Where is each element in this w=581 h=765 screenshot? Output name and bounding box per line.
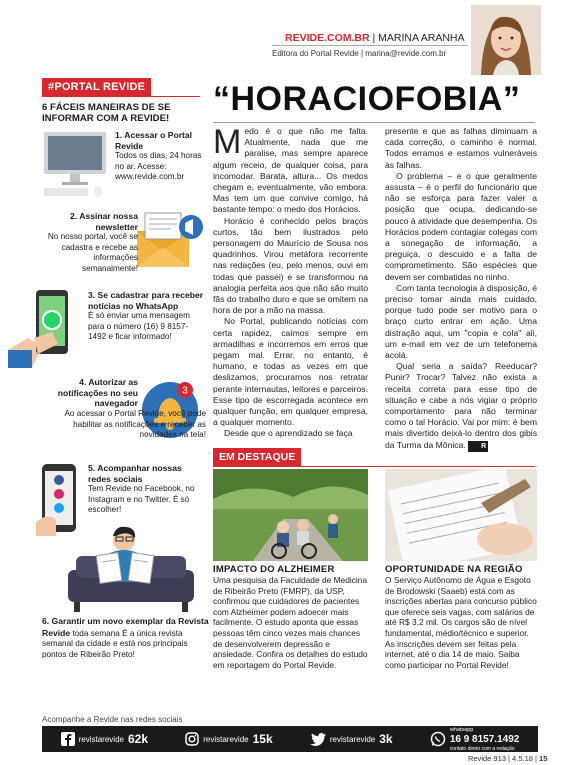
twitter-count: 3k bbox=[379, 732, 393, 746]
header-site-author: REVIDE.COM.BR | MARINA ARANHA bbox=[285, 32, 465, 44]
news-body: Uma pesquisa da Faculdade de Medicina de Ribeirão Preto (FMRP), da USP, confirmou que cuidadores de pacientes com Alzheimer podem adoecer mais facilmente. O estudo aponta que essas pessoas têm cinco vezes mais chances de desenvolverem depressão e ansiedade. Confira os detalhes do estudo em reportagem do Portal Revide. bbox=[213, 575, 368, 670]
twitter-icon bbox=[310, 733, 326, 746]
page-number: 15 bbox=[539, 754, 548, 763]
step-1-text: Todos os dias, 24 horas no ar. Acesse: www.revide.com.br bbox=[115, 151, 202, 181]
step-5-heading: 5. Acompanhar nossas redes sociais bbox=[88, 463, 182, 484]
em-destaque-tag: EM DESTAQUE bbox=[213, 448, 301, 466]
step-5 bbox=[88, 463, 206, 516]
social-bar bbox=[42, 726, 538, 752]
step-4-heading: 4. Autorizar as notificações no seu navegador bbox=[57, 377, 138, 408]
step-1 bbox=[115, 130, 205, 183]
newsletter-envelope-icon bbox=[135, 207, 205, 271]
step-2-heading: 2. Assinar nossa newsletter bbox=[70, 211, 138, 232]
notification-badge: 3 bbox=[182, 385, 188, 397]
alzheimer-photo bbox=[213, 469, 368, 561]
news-item-oportunidade bbox=[385, 564, 539, 670]
author-subtitle: Editora do Portal Revide | marina@revide.com.br bbox=[272, 49, 447, 58]
end-mark: R bbox=[468, 441, 488, 452]
step-5-text: Tem Revide no Facebook, no Instagram e no Twitter. É só escolher! bbox=[88, 484, 195, 514]
site-name: REVIDE.COM.BR bbox=[285, 32, 370, 44]
step-6-text: toda semana É a única revista semanal da cidade e está nos principais pontos de Ribeirão Preto! bbox=[42, 628, 188, 659]
step-1-heading: 1. Acessar o Portal Revide bbox=[115, 130, 193, 151]
step-6 bbox=[42, 616, 210, 660]
step-4-text-wrap bbox=[42, 409, 206, 441]
twitter-handle: revistarevide bbox=[329, 734, 376, 744]
sidebar-title: 6 FÁCEIS MANEIRAS DE SE INFORMAR COM A REVIDE! bbox=[42, 102, 171, 124]
whatsapp-note: contato direto com a redação bbox=[449, 745, 515, 752]
facebook-icon bbox=[61, 732, 75, 746]
whatsapp-number: 16 9 8157.1492 bbox=[449, 733, 520, 745]
article-paragraph: presente e que as falhas diminuam a cada correção, o caminho é normal. Todos erramos e estamos vulneráveis às falhas. bbox=[385, 126, 537, 170]
computer-icon bbox=[42, 130, 112, 200]
title-rule bbox=[213, 122, 535, 123]
issue-info: Revide 913 | 4.5.18 | bbox=[468, 754, 537, 763]
page-footer bbox=[468, 754, 547, 763]
instagram-count: 15k bbox=[252, 732, 273, 746]
step-4-text: Ao acessar o Portal Revide, você pode habilitar as notificações e receber as novidades na tela! bbox=[64, 409, 206, 439]
whatsapp-icon bbox=[430, 731, 446, 747]
article-paragraph: Qual seria a saída? Reeducar? Punir? Trocar? Talvez não exista a receita correta para esse tipo de situação e cabe a nós vigiar o próprio comportamento para não terminar como o tal Horácio. Vai por mim: é bem mais divertido deixá-lo dentro dos gibis da Turma da Mônica. bbox=[385, 361, 537, 450]
article-paragraph: Desde que o aprendizado se faça bbox=[224, 428, 353, 439]
whatsapp-phone-icon bbox=[8, 288, 86, 368]
author-name: MARINA ARANHA bbox=[378, 32, 465, 44]
instagram-link[interactable] bbox=[185, 732, 272, 746]
sidebar-rule bbox=[42, 96, 200, 97]
article-paragraph: Com tanta tecnologia à disposição, é preciso tomar ainda mais cuidado, porque tudo pode ser motivo para o braço curto entrar em ação. Uma distração aqui, um "copia e cola" ali, um e-mail em vez de um telefonema acolá. bbox=[385, 282, 537, 361]
step-3 bbox=[88, 290, 204, 343]
facebook-count: 62k bbox=[127, 732, 148, 746]
news-body: O Serviço Autônomo de Água e Esgoto de Brodowski (Saaeb) está com as inscrições abertas para concurso público que oferece seis vagas, com salários de até R$ 3,2 mil. Os cargos são de nível fundamental, médio/técnico e superior. As inscrições devem ser feitas pela internet, até o dia 14 de maio. Saiba como participar no Portal Revide! bbox=[385, 575, 537, 670]
instagram-handle: revistarevide bbox=[203, 734, 249, 744]
social-label: Acompanhe a Revide nas redes sociais bbox=[42, 715, 183, 724]
highlights-rule bbox=[213, 466, 535, 467]
header-divider bbox=[272, 45, 468, 46]
whatsapp-link[interactable] bbox=[430, 726, 520, 753]
step-4-heading-wrap bbox=[42, 377, 138, 409]
news-title: IMPACTO DO ALZHEIMER bbox=[213, 564, 335, 575]
step-6-heading: 6. Garantir um novo exemplar da Revista Revide bbox=[42, 616, 209, 638]
step-2-text: No nosso portal, você se cadastra e recebe as informações semanalmente! bbox=[47, 232, 138, 273]
reader-on-sofa-illustration bbox=[60, 520, 200, 614]
article-title: “HORACIOFOBIA” bbox=[213, 80, 521, 118]
step-3-text: É só enviar uma mensagem para o número (16) 9 8157-1492 e ficar informado! bbox=[88, 311, 190, 341]
article-column-2 bbox=[385, 126, 537, 452]
whatsapp-label: whatsapp bbox=[449, 726, 474, 733]
twitter-link[interactable] bbox=[310, 732, 393, 746]
article-paragraph: Horácio é conhecido pelos braços curtos, tão bem ilustrados pelo personagem do Maurício de Sousa nos quadrinhos. Virou metáfora recorrente nas redações (eu, pelo menos, ouvi em todas que passei) e se transformou na analogia perfeita aos que não são muito fãs do trabalho duro e que se omitem na hora de por a mão na massa. bbox=[213, 215, 368, 316]
instagram-icon bbox=[185, 732, 199, 746]
author-photo bbox=[471, 5, 541, 75]
facebook-handle: revistarevide bbox=[78, 734, 124, 744]
step-3-heading: 3. Se cadastrar para receber notícias no WhatsApp bbox=[88, 290, 204, 311]
facebook-link[interactable] bbox=[61, 732, 148, 746]
news-item-alzheimer bbox=[213, 564, 371, 670]
article-paragraph: edo é o que não me falta. Atualmente, nada que me paralise, mas sempre aparece algum receio, de qualquer coisa, para incomodar. Barata, altura... Os medos chegam e, eventualmente, vão embora. Mas tem um que convive comigo, há bastante tempo: o medo dos Horácios. bbox=[213, 126, 368, 215]
article-paragraph: O problema – e o que geralmente assusta – é o perfil do funcionário que não se esforça para fazer valer a posição que ocupa, dedicando-se pouco à atividade que desempenha. Os Horácios podem contagiar colegas com a sonegação de informação, a preguiça, o descuido e a falta de comprometimento. São espécies que devem ser combatidas no ninho. bbox=[385, 170, 537, 282]
step-2 bbox=[42, 211, 138, 274]
article-dropcap: M bbox=[213, 123, 242, 161]
portal-revide-tag: #PORTAL REVIDE bbox=[42, 78, 151, 96]
article-column-1 bbox=[213, 123, 368, 440]
news-title: OPORTUNIDADE NA REGIÃO bbox=[385, 564, 523, 575]
article-paragraph: No Portal, publicando notícias com certa rapidez, caímos sempre em armadilhas e incorremos em erros que pegam mal. Errar, no entanto, é humano, e todas as vezes em que deslizamos, procuramos nos retratar perante internautas, leitores e parceiros. Esse tipo de escorregada acontece em qualquer função, em qualquer empresa, a qualquer momento. bbox=[213, 316, 368, 428]
concurso-photo bbox=[385, 469, 537, 561]
